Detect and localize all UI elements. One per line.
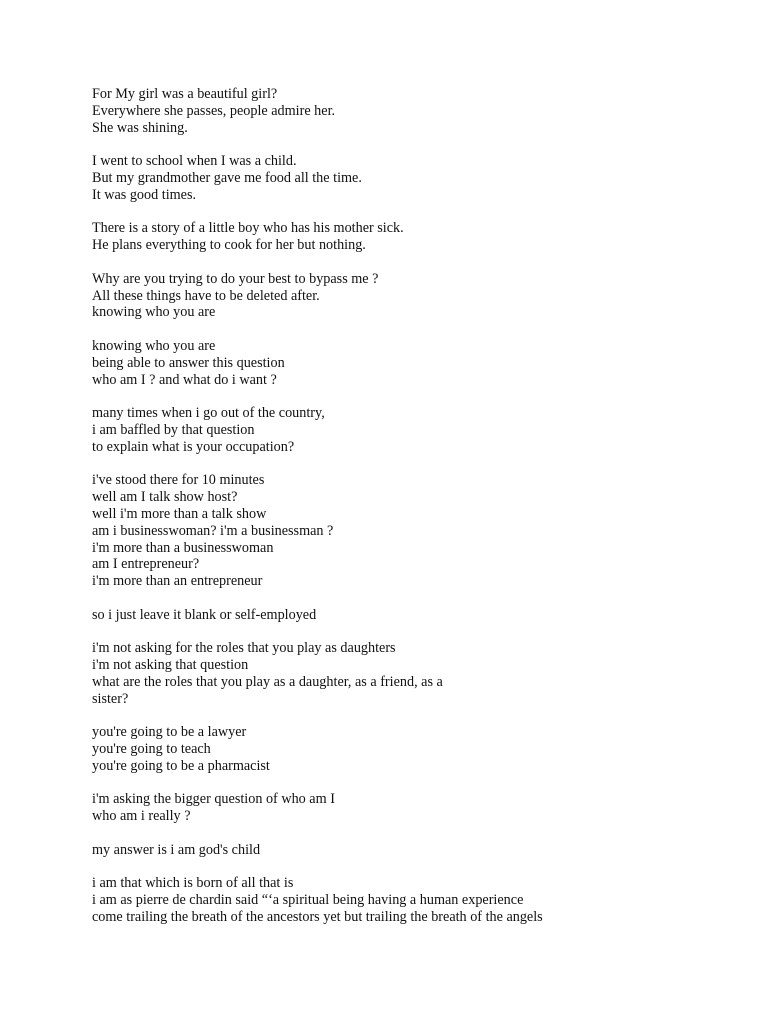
text-line: But my grandmother gave me food all the time. <box>92 169 362 186</box>
text-line: For My girl was a beautiful girl? <box>92 86 278 102</box>
stanza <box>92 640 712 707</box>
text-line: i'm not asking that question <box>92 657 249 674</box>
text-line: He plans everything to cook for her but nothing. <box>92 237 366 254</box>
stanza <box>92 724 712 774</box>
text-line: i'm more than an entrepreneur <box>92 573 263 590</box>
text-line: i'm more than a businesswoman <box>92 539 274 556</box>
text-line: i'm not asking for the roles that you play as daughters <box>92 640 396 657</box>
text-line: am I entrepreneur? <box>92 556 200 573</box>
text-line: well i'm more than a talk show <box>92 505 267 522</box>
text-line: sister? <box>92 690 129 707</box>
text-line: knowing who you are <box>92 337 216 354</box>
stanza <box>92 791 712 825</box>
stanza <box>92 338 712 388</box>
stanza <box>92 875 712 925</box>
stanza <box>92 472 712 590</box>
text-line: you're going to be a pharmacist <box>92 757 270 774</box>
text-line: come trailing the breath of the ancestors yet but trailing the breath of the angels <box>92 909 543 926</box>
text-line: knowing who you are <box>92 304 216 321</box>
text-line: I went to school when I was a child. <box>92 153 297 170</box>
text-line: i am that which is born of all that is <box>92 875 294 892</box>
text-line: well am I talk show host? <box>92 489 238 506</box>
text-line: There is a story of a little boy who has his mother sick. <box>92 220 404 237</box>
document-body <box>92 86 712 943</box>
text-line: It was good times. <box>92 186 197 203</box>
stanza <box>92 405 712 455</box>
text-line: being able to answer this question <box>92 354 285 371</box>
text-line: who am i really ? <box>92 808 191 825</box>
text-line: All these things have to be deleted after. <box>92 287 320 304</box>
text-line: you're going to teach <box>92 741 211 758</box>
text-line: i am baffled by that question <box>92 421 255 438</box>
text-line: She was shining. <box>92 119 188 136</box>
stanza <box>92 607 712 624</box>
text-line: am i businesswoman? i'm a businessman ? <box>92 522 334 539</box>
text-line: i'm asking the bigger question of who am I <box>92 791 335 808</box>
stanza <box>92 271 712 321</box>
stanza <box>92 842 712 859</box>
text-line: my answer is i am god's child <box>92 841 261 858</box>
text-line: Everywhere she passes, people admire her. <box>92 102 336 119</box>
text-line: you're going to be a lawyer <box>92 724 247 741</box>
text-line: i am as pierre de chardin said “‘a spiritual being having a human experience <box>92 892 524 909</box>
text-line: many times when i go out of the country, <box>92 405 325 422</box>
stanza <box>92 86 712 136</box>
text-line: who am I ? and what do i want ? <box>92 371 277 388</box>
text-line: to explain what is your occupation? <box>92 438 295 455</box>
text-line: Why are you trying to do your best to bypass me ? <box>92 270 379 287</box>
stanza <box>92 220 712 254</box>
text-line: what are the roles that you play as a daughter, as a friend, as a <box>92 673 443 690</box>
text-line: so i just leave it blank or self-employed <box>92 606 317 623</box>
stanza <box>92 153 712 203</box>
text-line: i've stood there for 10 minutes <box>92 472 265 489</box>
